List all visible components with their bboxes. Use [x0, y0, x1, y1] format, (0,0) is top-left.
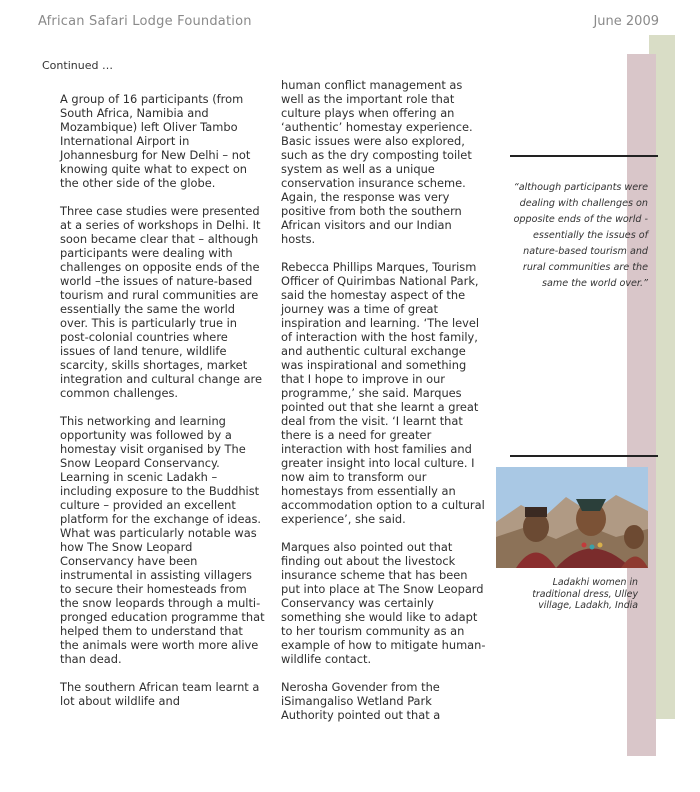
pull-quote: “although participants were dealing with challenges on opposite ends of the world - essentially the issues of nature-based tourism and rural communities are the same the world over.” — [513, 182, 648, 289]
paragraph: Rebecca Phillips Marques, Tourism Officer of Quirimbas National Park, said the homestay aspect of the journey was a time of great inspiration and learning. ‘The level of interaction with the host family, and authentic cultural exchange was inspirational and something that I hope to improve in our programme,’ she said. Marques pointed out that she learnt a great deal from the visit. ‘I learnt that there is a need for greater interaction with host families and greater insight into local culture. I now aim to transform our homestays from essentially an accommodation option to a cultural experience’, she said. — [281, 260, 485, 526]
paragraph: human conflict management as well as the important role that culture plays when offering an ‘authentic’ homestay experience. Basic issues were also explored, such as the dry composting toilet system as well as a unique conservation insurance scheme. Again, the response was very positive from both the southern African visitors and our Indian hosts. — [281, 78, 473, 246]
decorative-bar-mauve — [627, 54, 656, 756]
paragraph: This networking and learning opportunity was followed by a homestay visit organised by The Snow Leopard Conservancy. Learning in scenic Ladakh – including exposure to the Buddhist culture – provided an excellent platform for the exchange of ideas. What was particularly notable was how The Snow Leopard Conservancy have been instrumental in assisting villagers to secure their homesteads from the snow leopards through a multi-pronged education programme that helped them to understand that the animals were worth more alive than dead. — [60, 414, 265, 666]
photo-top-rule — [510, 455, 658, 457]
photo-illustration — [496, 467, 648, 568]
photo-ladakhi-women — [496, 467, 648, 568]
article-column-2 — [281, 78, 487, 736]
paragraph: The southern African team learnt a lot about wildlife and — [60, 680, 260, 708]
continued-label: Continued … — [42, 59, 113, 72]
header-date: June 2009 — [593, 14, 659, 29]
header-organization: African Safari Lodge Foundation — [38, 14, 252, 29]
article-column-1 — [60, 92, 265, 722]
paragraph: Three case studies were presented at a series of workshops in Delhi. It soon became clear that – although participants were dealing with challenges on opposite ends of the world –the issues of nature-based tourism and rural communities are essentially the same the world over. This is particularly true in post-colonial countries where issues of land tenure, wildlife scarcity, skills shortages, market integration and cultural change are common challenges. — [60, 204, 262, 400]
photo-caption: Ladakhi women in traditional dress, Ulley village, Ladakh, India — [532, 577, 638, 611]
quote-top-rule — [510, 155, 658, 157]
paragraph: Nerosha Govender from the iSimangaliso Wetland Park Authority pointed out that a — [281, 680, 441, 722]
paragraph: A group of 16 participants (from South Africa, Namibia and Mozambique) left Oliver Tambo International Airport in Johannesburg for New Delhi – not knowing quite what to expect on the other side of the globe. — [60, 92, 251, 190]
paragraph: Marques also pointed out that finding out about the livestock insurance scheme that has been put into place at The Snow Leopard Conservancy was certainly something she would like to adapt to her tourism community as an example of how to mitigate human-wildlife contact. — [281, 540, 486, 666]
